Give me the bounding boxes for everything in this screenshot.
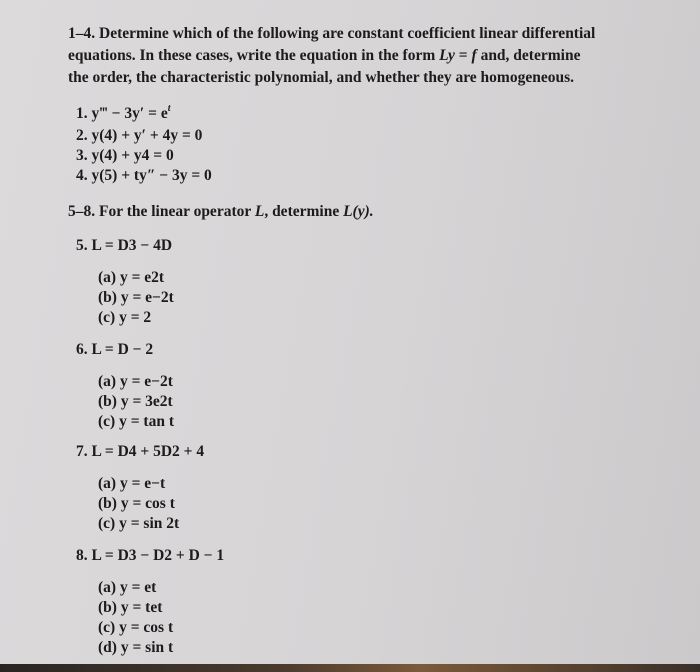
problem-8-operator — [76, 546, 224, 566]
intro-number: 1–4. — [68, 25, 96, 42]
problem-7-operator — [76, 442, 204, 462]
intro-text-1: Determine which of the following are constant coefficient linear differential — [99, 25, 596, 42]
section-text-2: , determine — [264, 203, 340, 220]
equation-number: 3. — [76, 147, 88, 164]
problem-8-part-c — [98, 618, 173, 638]
section-heading — [68, 202, 374, 222]
intro-line-3 — [68, 68, 574, 88]
part-expr: y = cos t — [120, 495, 175, 512]
section-text: For the linear operator — [99, 203, 251, 220]
part-expr: y = et — [119, 579, 157, 596]
part-label: (c) — [98, 515, 116, 532]
part-label: (a) — [98, 373, 117, 390]
form-L: L — [439, 47, 449, 64]
equation-superscript: t — [167, 102, 171, 114]
part-expr: y = cos t — [119, 619, 174, 636]
intro-text-2b: and, determine — [476, 47, 581, 64]
part-expr: y = 3e2t — [120, 393, 173, 410]
problem-operator: L = D3 − D2 + D − 1 — [91, 547, 225, 564]
problem-8-part-a — [98, 578, 156, 598]
bottom-edge-strip — [0, 664, 700, 672]
problem-6-part-c — [98, 412, 174, 432]
equation-number: 2. — [76, 127, 88, 144]
part-label: (c) — [98, 413, 116, 430]
part-label: (b) — [98, 495, 117, 512]
section-L: L — [254, 203, 265, 220]
problem-operator: L = D4 + 5D2 + 4 — [91, 443, 205, 460]
part-expr: y = sin t — [120, 639, 174, 656]
problem-8-part-b — [98, 598, 162, 618]
problem-number: 8. — [76, 547, 88, 564]
form-eq: = — [454, 47, 472, 64]
part-expr: y = e−2t — [119, 373, 173, 390]
problem-operator: L = D − 2 — [91, 341, 154, 358]
part-label: (b) — [98, 599, 117, 616]
problem-5-operator — [76, 236, 172, 256]
equation-3 — [76, 146, 174, 166]
part-expr: y = 2 — [119, 309, 152, 326]
intro-text-3: the order, the characteristic polynomial, and whether they are homogeneous. — [68, 69, 574, 86]
part-label: (d) — [98, 639, 117, 656]
equation-text: y(5) + ty″ − 3y = 0 — [91, 167, 212, 184]
problem-number: 7. — [76, 443, 88, 460]
part-label: (a) — [98, 579, 117, 596]
part-label: (b) — [98, 393, 117, 410]
problem-6-part-a — [98, 372, 173, 392]
problem-operator: L = D3 − 4D — [91, 237, 173, 254]
equation-text: y‴ − 3y′ = e — [91, 105, 168, 122]
part-expr: y = e2t — [119, 269, 165, 286]
equation-number: 4. — [76, 167, 88, 184]
part-expr: y = sin 2t — [119, 515, 180, 532]
part-label: (c) — [98, 619, 116, 636]
part-expr: y = e−t — [119, 475, 166, 492]
intro-line-2 — [68, 46, 580, 66]
equation-text: y(4) + y′ + 4y = 0 — [91, 127, 203, 144]
problem-6-part-b — [98, 392, 173, 412]
part-label: (a) — [98, 269, 117, 286]
problem-number: 5. — [76, 237, 88, 254]
form-y: y — [448, 47, 455, 64]
section-Ly: L(y). — [343, 203, 374, 220]
equation-4 — [76, 166, 212, 186]
problem-5-part-b — [98, 288, 174, 308]
part-expr: y = tet — [120, 599, 163, 616]
intro-text-2a: equations. In these cases, write the equation in the form — [68, 47, 436, 64]
problem-7-part-b — [98, 494, 175, 514]
part-label: (a) — [98, 475, 117, 492]
problem-7-part-a — [98, 474, 165, 494]
problem-5-part-a — [98, 268, 164, 288]
part-label: (b) — [98, 289, 117, 306]
intro-line-1 — [68, 24, 595, 44]
problem-8-part-d — [98, 638, 173, 658]
problem-number: 6. — [76, 341, 88, 358]
form-f: f — [471, 47, 477, 64]
problem-6-operator — [76, 340, 153, 360]
part-expr: y = tan t — [119, 413, 174, 430]
problem-5-part-c — [98, 308, 151, 328]
part-expr: y = e−2t — [120, 289, 174, 306]
section-number: 5–8. — [68, 203, 96, 220]
problem-7-part-c — [98, 514, 179, 534]
equation-number: 1. — [76, 105, 88, 122]
equation-text: y(4) + y4 = 0 — [91, 147, 174, 164]
equation-2 — [76, 126, 202, 146]
part-label: (c) — [98, 309, 116, 326]
equation-1 — [76, 104, 171, 124]
